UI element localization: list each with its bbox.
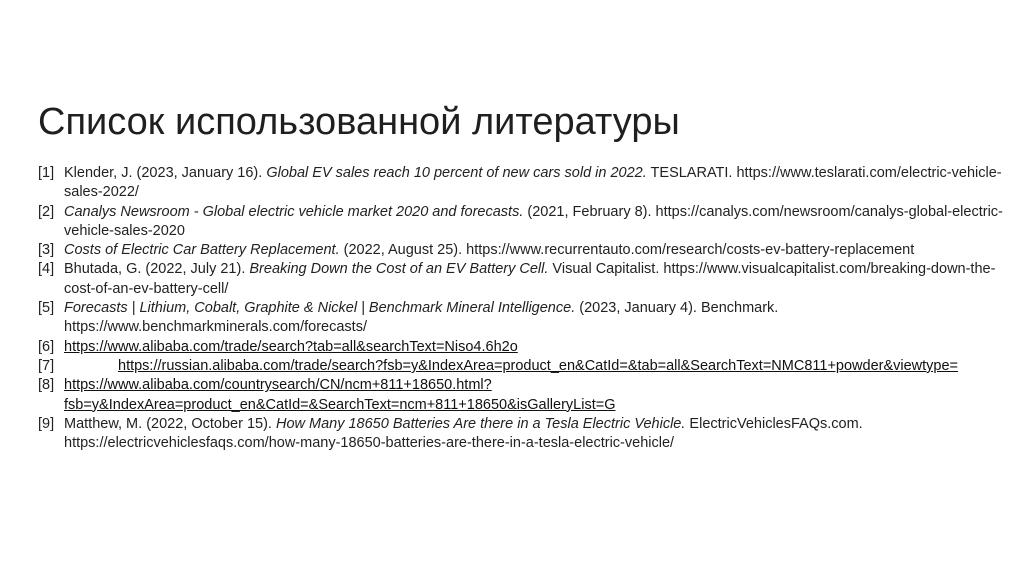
reference-segment: TESLARATI. https://www.teslarati.com/electric-vehicle-sales-2022/: [64, 165, 1002, 201]
reference-title: Breaking Down the Cost of an EV Battery Cell.: [249, 261, 549, 278]
reference-number: [7]: [38, 357, 55, 374]
reference-title: Costs of Electric Car Battery Replacement.: [64, 242, 340, 259]
reference-link[interactable]: https://russian.alibaba.com/trade/search?fsb=y&IndexArea=product_en&CatId=&tab=all&SearchText=NMC811+powder&viewtype=: [118, 357, 959, 374]
reference-item: [38, 299, 1014, 338]
reference-text: [64, 415, 1014, 454]
reference-number: [9]: [38, 415, 55, 432]
reference-item: [38, 357, 1014, 376]
reference-title: Forecasts | Lithium, Cobalt, Graphite & Nickel | Benchmark Mineral Intelligence.: [64, 300, 576, 317]
reference-segment: (2021, February 8). https://canalys.com/newsroom/canalys-global-electric-vehicle-sales-2020: [64, 203, 1003, 239]
reference-segment: Klender, J. (2023, January 16).: [64, 165, 267, 181]
reference-segment: ElectricVehiclesFAQs.com. https://electricvehiclesfaqs.com/how-many-18650-batteries-are-there-in-a-tesla-electric-vehicle/: [64, 415, 863, 452]
reference-text: [64, 241, 1014, 260]
reference-item: [38, 415, 1014, 454]
reference-segment: (2022, August 25). https://www.recurrentauto.com/research/costs-ev-battery-replacement: [339, 242, 915, 259]
reference-item: [38, 376, 1014, 415]
reference-number: [1]: [38, 165, 55, 181]
reference-item: [38, 338, 1014, 357]
reference-title: How Many 18650 Batteries Are there in a Tesla Electric Vehicle.: [275, 415, 686, 432]
reference-text: [64, 376, 1014, 415]
reference-text: [64, 299, 1014, 338]
reference-link[interactable]: https://www.alibaba.com/trade/search?tab=all&searchText=Niso4.6h2o: [64, 338, 518, 355]
slide-title: Список использованной литературы: [38, 101, 680, 143]
reference-text: [64, 260, 1014, 299]
reference-link[interactable]: https://www.alibaba.com/countrysearch/CN/ncm+811+18650.html?fsb=y&IndexArea=product_en&CatId=&SearchText=ncm+811+18650&isGalleryList=G: [64, 377, 616, 413]
reference-title: Global EV sales reach 10 percent of new cars sold in 2022.: [266, 165, 647, 181]
reference-segment: Bhutada, G. (2022, July 21).: [64, 261, 250, 278]
reference-title: Canalys Newsroom - Global electric vehicle market 2020 and forecasts.: [64, 203, 524, 220]
reference-item: [38, 260, 1014, 299]
reference-number: [8]: [38, 377, 55, 394]
reference-list: [38, 164, 1014, 453]
reference-item: [38, 241, 1014, 260]
reference-number: [6]: [38, 338, 55, 355]
reference-text: [64, 203, 1014, 242]
reference-number: [3]: [38, 242, 55, 259]
reference-number: [5]: [38, 300, 55, 317]
reference-item: [38, 203, 1014, 242]
reference-segment: (2023, January 4). Benchmark. https://www.benchmarkminerals.com/forecasts/: [64, 300, 779, 336]
reference-text: [64, 357, 1014, 376]
reference-text: [64, 164, 1014, 203]
reference-item: [38, 164, 1014, 203]
reference-number: [4]: [38, 261, 55, 278]
reference-segment: Matthew, M. (2022, October 15).: [64, 415, 276, 432]
reference-text: [64, 338, 1014, 357]
reference-segment: Visual Capitalist. https://www.visualcapitalist.com/breaking-down-the-cost-of-an-ev-battery-cell/: [64, 261, 996, 297]
reference-number: [2]: [38, 203, 55, 220]
